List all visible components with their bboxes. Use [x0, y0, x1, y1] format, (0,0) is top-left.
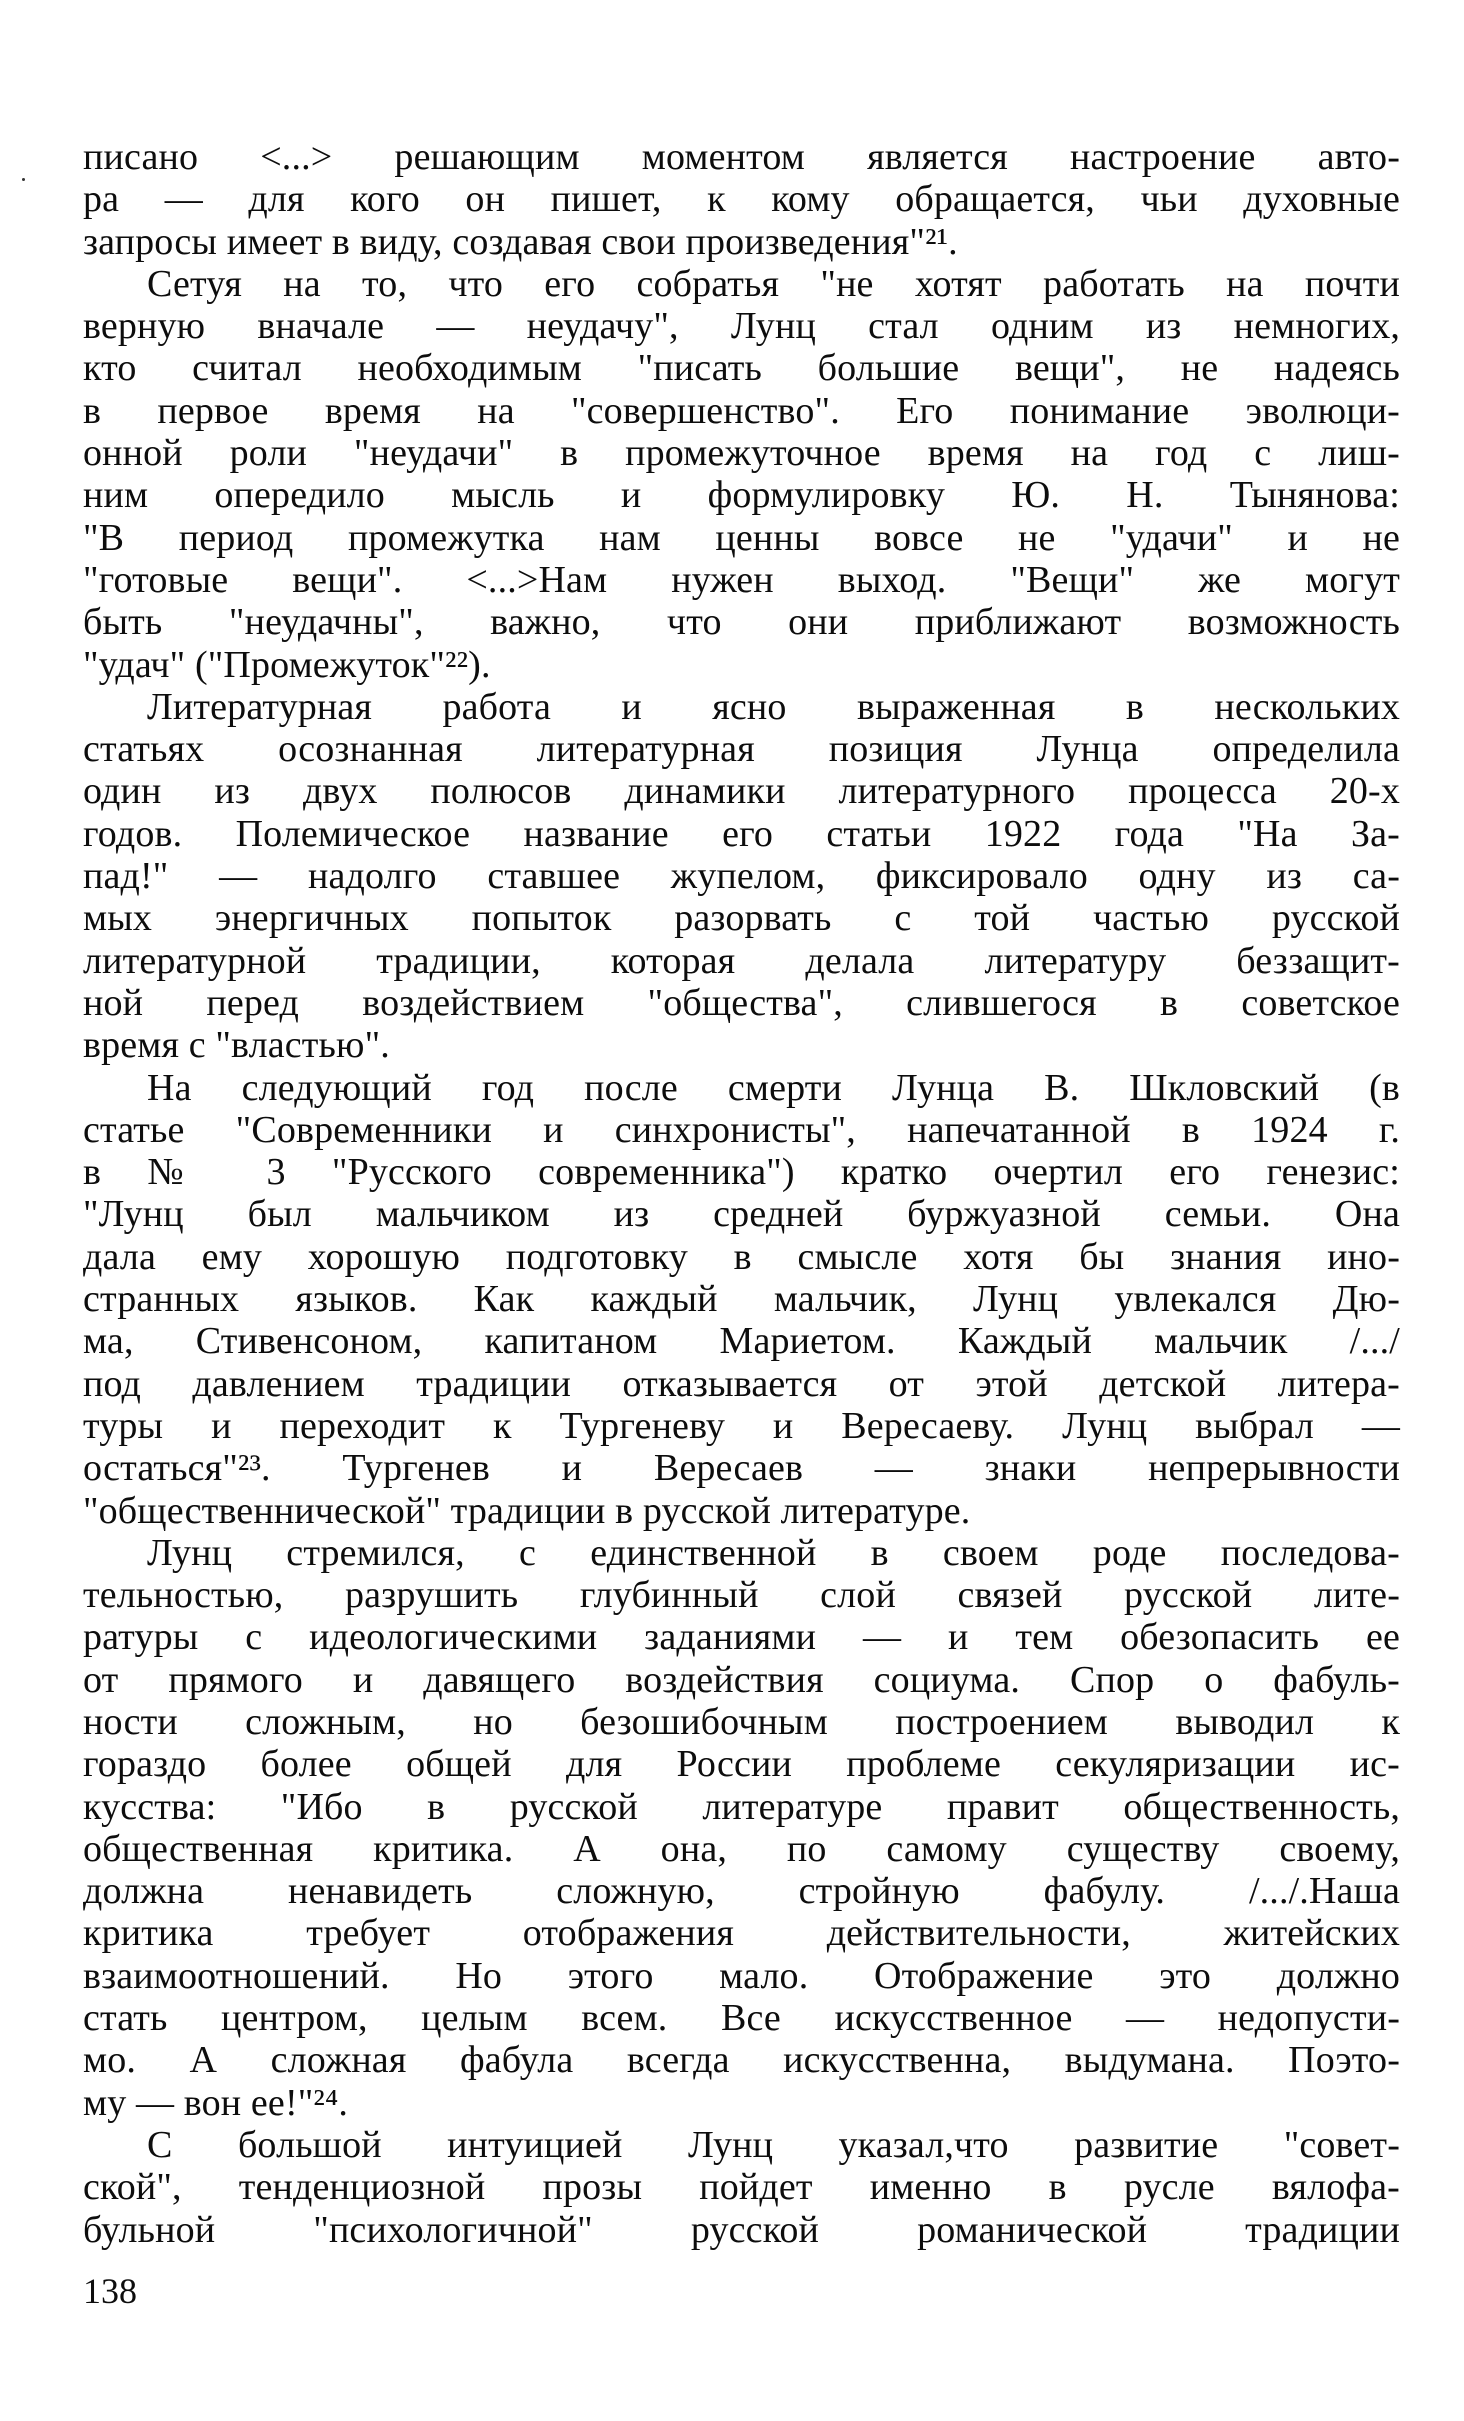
text-line: запросы имеет в виду, создавая свои произведения"²¹. — [83, 220, 958, 263]
text-line: На следующий год после смерти Лунца В. Шкловский (в — [147, 1066, 1400, 1109]
page-number: 138 — [83, 2271, 137, 2311]
body-text — [83, 136, 1400, 2251]
text-line: ним опередило мысль и формулировку Ю. Н. Тынянова: — [83, 474, 1400, 517]
text-line: ской", тенденциозной прозы пойдет именно в русле вялофа- — [83, 2166, 1400, 2209]
text-line: Литературная работа и ясно выраженная в нескольких — [147, 685, 1400, 728]
text-line: в № 3 "Русского современника") кратко очертил его генезис: — [83, 1151, 1400, 1194]
text-line: "Лунц был мальчиком из средней буржуазной семьи. Она — [83, 1193, 1400, 1236]
text-line: литературной традиции, которая делала литературу беззащит- — [83, 939, 1400, 982]
text-line: "готовые вещи". <...>Нам нужен выход. "Вещи" же могут — [83, 558, 1400, 601]
text-line: бульной "психологичной" русской романической традиции — [83, 2208, 1400, 2251]
text-line: общественная критика. А она, по самому существу своему, — [83, 1827, 1400, 1870]
text-line: ма, Стивенсоном, капитаном Мариетом. Каждый мальчик /.../ — [83, 1320, 1400, 1363]
speck-mark — [22, 178, 25, 181]
text-line: стать центром, целым всем. Все искусственное — недопусти- — [83, 1997, 1400, 2040]
text-line: статьях осознанная литературная позиция Лунца определила — [83, 728, 1400, 771]
text-line: му — вон ее!"²⁴. — [83, 2081, 349, 2124]
text-line: от прямого и давящего воздействия социума. Спор о фабуль- — [83, 1658, 1400, 1701]
text-line: Сетуя на то, что его собратья "не хотят работать на почти — [147, 262, 1400, 305]
text-line: "В период промежутка нам ценны вовсе не "удачи" и не — [83, 516, 1400, 559]
text-line: туры и переходит к Тургеневу и Вересаеву. Лунц выбрал — — [83, 1404, 1400, 1447]
text-line: мых энергичных попыток разорвать с той частью русской — [83, 897, 1400, 940]
text-line: писано <...> решающим моментом является настроение авто- — [83, 136, 1400, 178]
text-line: верную вначале — неудачу", Лунц стал одним из немногих, — [83, 305, 1400, 348]
text-line: ра — для кого он пишет, к кому обращается, чьи духовные — [83, 178, 1400, 221]
text-line: ной перед воздействием "общества", слившегося в советское — [83, 981, 1400, 1024]
text-line: С большой интуицией Лунц указал,что развитие "совет- — [147, 2123, 1400, 2166]
text-line: один из двух полюсов динамики литературного процесса 20-х — [83, 770, 1400, 813]
text-line: под давлением традиции отказывается от этой детской литера- — [83, 1362, 1400, 1405]
text-line: тельностью, разрушить глубинный слой связей русской лите- — [83, 1574, 1400, 1617]
text-line: время с "властью". — [83, 1024, 390, 1067]
text-line: ратуры с идеологическими заданиями — и тем обезопасить ее — [83, 1616, 1400, 1659]
text-line: "общественнической" традиции в русской литературе. — [83, 1489, 971, 1532]
text-line: пад!" — надолго ставшее жупелом, фиксировало одну из са- — [83, 855, 1400, 898]
text-line: мо. А сложная фабула всегда искусственна, выдумана. Поэто- — [83, 2039, 1400, 2082]
text-line: гораздо более общей для России проблеме секуляризации ис- — [83, 1743, 1400, 1786]
text-line: остаться"²³. Тургенев и Вересаев — знаки непрерывности — [83, 1447, 1400, 1490]
text-line: годов. Полемическое название его статьи 1922 года "На За- — [83, 812, 1400, 855]
text-line: ности сложным, но безошибочным построением выводил к — [83, 1700, 1400, 1743]
text-line: статье "Современники и синхронисты", напечатанной в 1924 г. — [83, 1108, 1400, 1151]
text-line: "удач" ("Промежуток"²²). — [83, 643, 491, 686]
text-line: взаимоотношений. Но этого мало. Отображение это должно — [83, 1954, 1400, 1997]
text-line: Лунц стремился, с единственной в своем роде последова- — [147, 1531, 1400, 1574]
text-line: в первое время на "совершенство". Его понимание эволюци- — [83, 389, 1400, 432]
text-line: кто считал необходимым "писать большие вещи", не надеясь — [83, 347, 1400, 390]
text-line: критика требует отображения действительности, житейских — [83, 1912, 1400, 1955]
text-line: дала ему хорошую подготовку в смысле хотя бы знания ино- — [83, 1235, 1400, 1278]
text-line: кусства: "Ибо в русской литературе правит общественность, — [83, 1785, 1400, 1828]
text-line: должна ненавидеть сложную, стройную фабулу. /.../.Наша — [83, 1870, 1400, 1913]
text-line: странных языков. Как каждый мальчик, Лунц увлекался Дю- — [83, 1278, 1400, 1321]
text-line: быть "неудачны", важно, что они приближают возможность — [83, 601, 1400, 644]
text-line: онной роли "неудачи" в промежуточное время на год с лиш- — [83, 432, 1400, 475]
